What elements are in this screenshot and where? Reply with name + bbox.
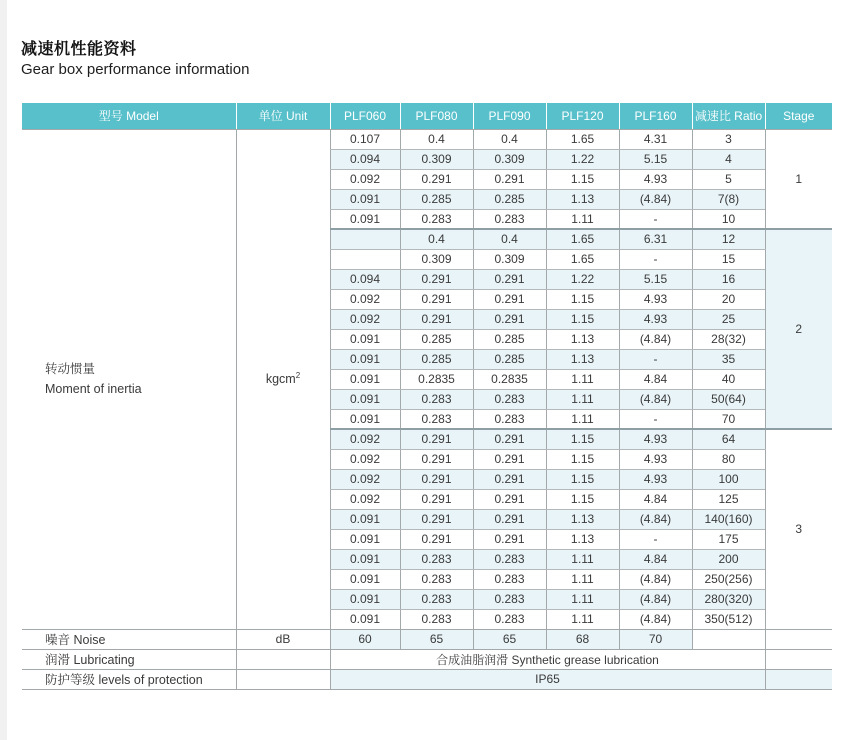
table-cell: 7(8) <box>692 189 765 209</box>
table-cell: - <box>619 349 692 369</box>
table-cell: 0.291 <box>473 449 546 469</box>
stage-cell: 3 <box>765 429 832 629</box>
table-cell: 25 <box>692 309 765 329</box>
table-cell: 4.31 <box>619 129 692 149</box>
noise-stage-empty <box>765 629 832 649</box>
table-cell: 0.291 <box>400 529 473 549</box>
table-cell: (4.84) <box>619 609 692 629</box>
table-cell: (4.84) <box>619 589 692 609</box>
table-cell: 280(320) <box>692 589 765 609</box>
table-cell: 3 <box>692 129 765 149</box>
scan-edge <box>0 0 7 740</box>
table-cell: 4 <box>692 149 765 169</box>
protection-label: 防护等级 levels of protection <box>22 669 236 689</box>
table-cell: 1.15 <box>546 309 619 329</box>
noise-label: 噪音 Noise <box>22 629 236 649</box>
table-cell: 0.309 <box>473 249 546 269</box>
table-cell: 0.283 <box>473 569 546 589</box>
table-cell: 0.291 <box>473 169 546 189</box>
table-cell: 200 <box>692 549 765 569</box>
table-cell: 100 <box>692 469 765 489</box>
table-cell: 0.291 <box>400 469 473 489</box>
header-plf060: PLF060 <box>330 103 400 129</box>
lubricating-label: 润滑 Lubricating <box>22 649 236 669</box>
table-cell: 0.291 <box>400 489 473 509</box>
table-cell: 1.15 <box>546 489 619 509</box>
table-cell: 0.291 <box>473 429 546 449</box>
table-cell: 1.15 <box>546 429 619 449</box>
header-plf160: PLF160 <box>619 103 692 129</box>
table-cell: 175 <box>692 529 765 549</box>
table-cell: - <box>619 209 692 229</box>
table-cell: 0.4 <box>400 129 473 149</box>
table-cell: 0.291 <box>473 269 546 289</box>
table-cell: 1.11 <box>546 209 619 229</box>
table-cell: 0.091 <box>330 609 400 629</box>
table-cell: 4.84 <box>619 549 692 569</box>
table-row <box>22 129 832 149</box>
table-cell: 20 <box>692 289 765 309</box>
table-cell: 0.291 <box>400 309 473 329</box>
table-cell: 0.291 <box>400 269 473 289</box>
lubricating-value: 合成油脂润滑 Synthetic grease lubrication <box>330 649 765 669</box>
table-cell: 28(32) <box>692 329 765 349</box>
table-cell: 1.11 <box>546 589 619 609</box>
table-cell: 64 <box>692 429 765 449</box>
table-cell: 125 <box>692 489 765 509</box>
lubricating-row <box>22 649 832 669</box>
table-cell: 16 <box>692 269 765 289</box>
table-cell: (4.84) <box>619 329 692 349</box>
page-title: 减速机性能资料 <box>21 41 137 58</box>
table-cell: 0.285 <box>473 349 546 369</box>
header-plf080: PLF080 <box>400 103 473 129</box>
table-cell: 0.285 <box>400 329 473 349</box>
table-cell: 0.291 <box>400 169 473 189</box>
protection-row <box>22 669 832 689</box>
table-cell: - <box>619 409 692 429</box>
table-cell: 1.15 <box>546 449 619 469</box>
table-cell: - <box>619 529 692 549</box>
table-cell: 50(64) <box>692 389 765 409</box>
table-cell: 0.291 <box>473 309 546 329</box>
table-cell: 250(256) <box>692 569 765 589</box>
table-cell: 0.4 <box>473 129 546 149</box>
table-cell: 1.13 <box>546 189 619 209</box>
table-cell: 0.283 <box>473 209 546 229</box>
table-cell: 1.22 <box>546 269 619 289</box>
table-cell: 40 <box>692 369 765 389</box>
noise-value: 60 <box>330 629 400 649</box>
table-cell: 4.93 <box>619 469 692 489</box>
table-cell: 4.93 <box>619 429 692 449</box>
protection-stage-empty <box>765 669 832 689</box>
header-plf120: PLF120 <box>546 103 619 129</box>
table-cell: 0.091 <box>330 409 400 429</box>
table-cell: 0.283 <box>473 549 546 569</box>
table-cell: 1.11 <box>546 609 619 629</box>
protection-value: IP65 <box>330 669 765 689</box>
table-cell: 0.092 <box>330 289 400 309</box>
table-cell: 0.283 <box>400 589 473 609</box>
table-cell: 10 <box>692 209 765 229</box>
table-cell: 0.092 <box>330 449 400 469</box>
table-cell: 4.93 <box>619 309 692 329</box>
noise-value: 65 <box>473 629 546 649</box>
table-cell: 0.285 <box>473 329 546 349</box>
unit-base: kgcm <box>265 372 296 387</box>
table-cell: 0.092 <box>330 429 400 449</box>
header-row <box>22 103 832 129</box>
table-cell: 0.291 <box>473 529 546 549</box>
model-label-zh: 转动惯量 <box>45 362 96 376</box>
header-stage: Stage <box>765 103 832 129</box>
unit-cell <box>236 129 330 629</box>
table-cell: 0.092 <box>330 309 400 329</box>
table-cell: 1.11 <box>546 369 619 389</box>
table-cell: (4.84) <box>619 389 692 409</box>
table-cell: 0.283 <box>400 209 473 229</box>
table-cell: 0.283 <box>400 609 473 629</box>
table-cell: 0.091 <box>330 369 400 389</box>
table-cell: (4.84) <box>619 509 692 529</box>
table-cell: 0.285 <box>400 349 473 369</box>
page-subtitle: Gear box performance information <box>21 61 250 78</box>
inertia-rows <box>22 129 832 629</box>
table-cell: 1.11 <box>546 389 619 409</box>
lubricating-unit-empty <box>236 649 330 669</box>
table-cell: 1.11 <box>546 569 619 589</box>
table-cell: 0.4 <box>473 229 546 249</box>
model-cell <box>22 129 236 629</box>
table-cell: 0.309 <box>400 149 473 169</box>
table-cell: 1.11 <box>546 549 619 569</box>
table-cell: 15 <box>692 249 765 269</box>
header-unit: 单位 Unit <box>236 103 330 129</box>
table-cell: 0.291 <box>473 489 546 509</box>
table-cell: 1.13 <box>546 509 619 529</box>
table-cell: 0.091 <box>330 209 400 229</box>
table-cell: 1.22 <box>546 149 619 169</box>
table-cell: 1.11 <box>546 409 619 429</box>
table-cell: 0.291 <box>473 509 546 529</box>
table-cell: 4.93 <box>619 449 692 469</box>
footer-rows <box>22 629 832 689</box>
table-cell: 350(512) <box>692 609 765 629</box>
table-cell: 0.283 <box>400 549 473 569</box>
table-cell: 0.091 <box>330 509 400 529</box>
table-cell: 0.107 <box>330 129 400 149</box>
unit-sup: 2 <box>295 371 301 381</box>
table-cell: 140(160) <box>692 509 765 529</box>
table-cell: 0.285 <box>473 189 546 209</box>
noise-value: 68 <box>546 629 619 649</box>
table-cell: 0.285 <box>400 189 473 209</box>
header-model: 型号 Model <box>22 103 236 129</box>
table-cell: (4.84) <box>619 569 692 589</box>
table-cell: 0.283 <box>473 609 546 629</box>
table-cell: 5 <box>692 169 765 189</box>
table-cell: 4.84 <box>619 369 692 389</box>
header-ratio: 减速比 Ratio <box>692 103 765 129</box>
table-cell: 1.15 <box>546 289 619 309</box>
table-cell: 0.091 <box>330 529 400 549</box>
table-cell <box>330 229 400 249</box>
table-cell: 0.283 <box>400 389 473 409</box>
table-cell: 0.091 <box>330 589 400 609</box>
table-cell: 0.291 <box>400 289 473 309</box>
lubricating-stage-empty <box>765 649 832 669</box>
table-cell: 6.31 <box>619 229 692 249</box>
table-cell: 1.13 <box>546 349 619 369</box>
table-cell: 1.15 <box>546 469 619 489</box>
table-cell: 1.13 <box>546 329 619 349</box>
table-cell: 4.93 <box>619 289 692 309</box>
table-cell: 0.283 <box>400 569 473 589</box>
table-cell: 0.291 <box>400 429 473 449</box>
noise-row <box>22 629 832 649</box>
performance-table <box>22 103 832 690</box>
table-cell: 0.4 <box>400 229 473 249</box>
table-cell: 0.309 <box>400 249 473 269</box>
table-cell: 0.094 <box>330 269 400 289</box>
table-cell: 0.2835 <box>473 369 546 389</box>
protection-unit-empty <box>236 669 330 689</box>
table-cell: 0.283 <box>473 389 546 409</box>
table-cell: 0.091 <box>330 549 400 569</box>
table-cell: 0.291 <box>473 289 546 309</box>
table-cell: 4.93 <box>619 169 692 189</box>
noise-value: 70 <box>619 629 692 649</box>
table-cell: 1.65 <box>546 249 619 269</box>
table-cell: 1.65 <box>546 129 619 149</box>
table-cell: 0.291 <box>400 509 473 529</box>
table-cell: 0.283 <box>473 409 546 429</box>
table-cell: 0.094 <box>330 149 400 169</box>
table-cell: (4.84) <box>619 189 692 209</box>
table-cell: 0.091 <box>330 389 400 409</box>
table-cell <box>330 249 400 269</box>
table-cell: 5.15 <box>619 149 692 169</box>
table-cell: 0.092 <box>330 469 400 489</box>
table-cell: 0.283 <box>400 409 473 429</box>
table-cell: 0.091 <box>330 189 400 209</box>
table-cell: 0.091 <box>330 329 400 349</box>
table-cell: 0.091 <box>330 349 400 369</box>
table-cell: 0.091 <box>330 569 400 589</box>
noise-ratio-empty <box>692 629 765 649</box>
table-cell: 0.2835 <box>400 369 473 389</box>
stage-cell: 1 <box>765 129 832 229</box>
table-cell: 70 <box>692 409 765 429</box>
table-cell: 1.65 <box>546 229 619 249</box>
table-cell: - <box>619 249 692 269</box>
table-cell: 12 <box>692 229 765 249</box>
table-cell: 0.283 <box>473 589 546 609</box>
table-cell: 0.291 <box>400 449 473 469</box>
model-label-en: Moment of inertia <box>45 382 142 396</box>
table-cell: 35 <box>692 349 765 369</box>
table-cell: 0.092 <box>330 169 400 189</box>
stage-cell: 2 <box>765 229 832 429</box>
table-cell: 0.092 <box>330 489 400 509</box>
noise-unit: dB <box>236 629 330 649</box>
table-cell: 5.15 <box>619 269 692 289</box>
noise-value: 65 <box>400 629 473 649</box>
table-cell: 1.15 <box>546 169 619 189</box>
table-cell: 1.13 <box>546 529 619 549</box>
header-plf090: PLF090 <box>473 103 546 129</box>
table-cell: 4.84 <box>619 489 692 509</box>
table-cell: 0.291 <box>473 469 546 489</box>
table-cell: 0.309 <box>473 149 546 169</box>
table-cell: 80 <box>692 449 765 469</box>
